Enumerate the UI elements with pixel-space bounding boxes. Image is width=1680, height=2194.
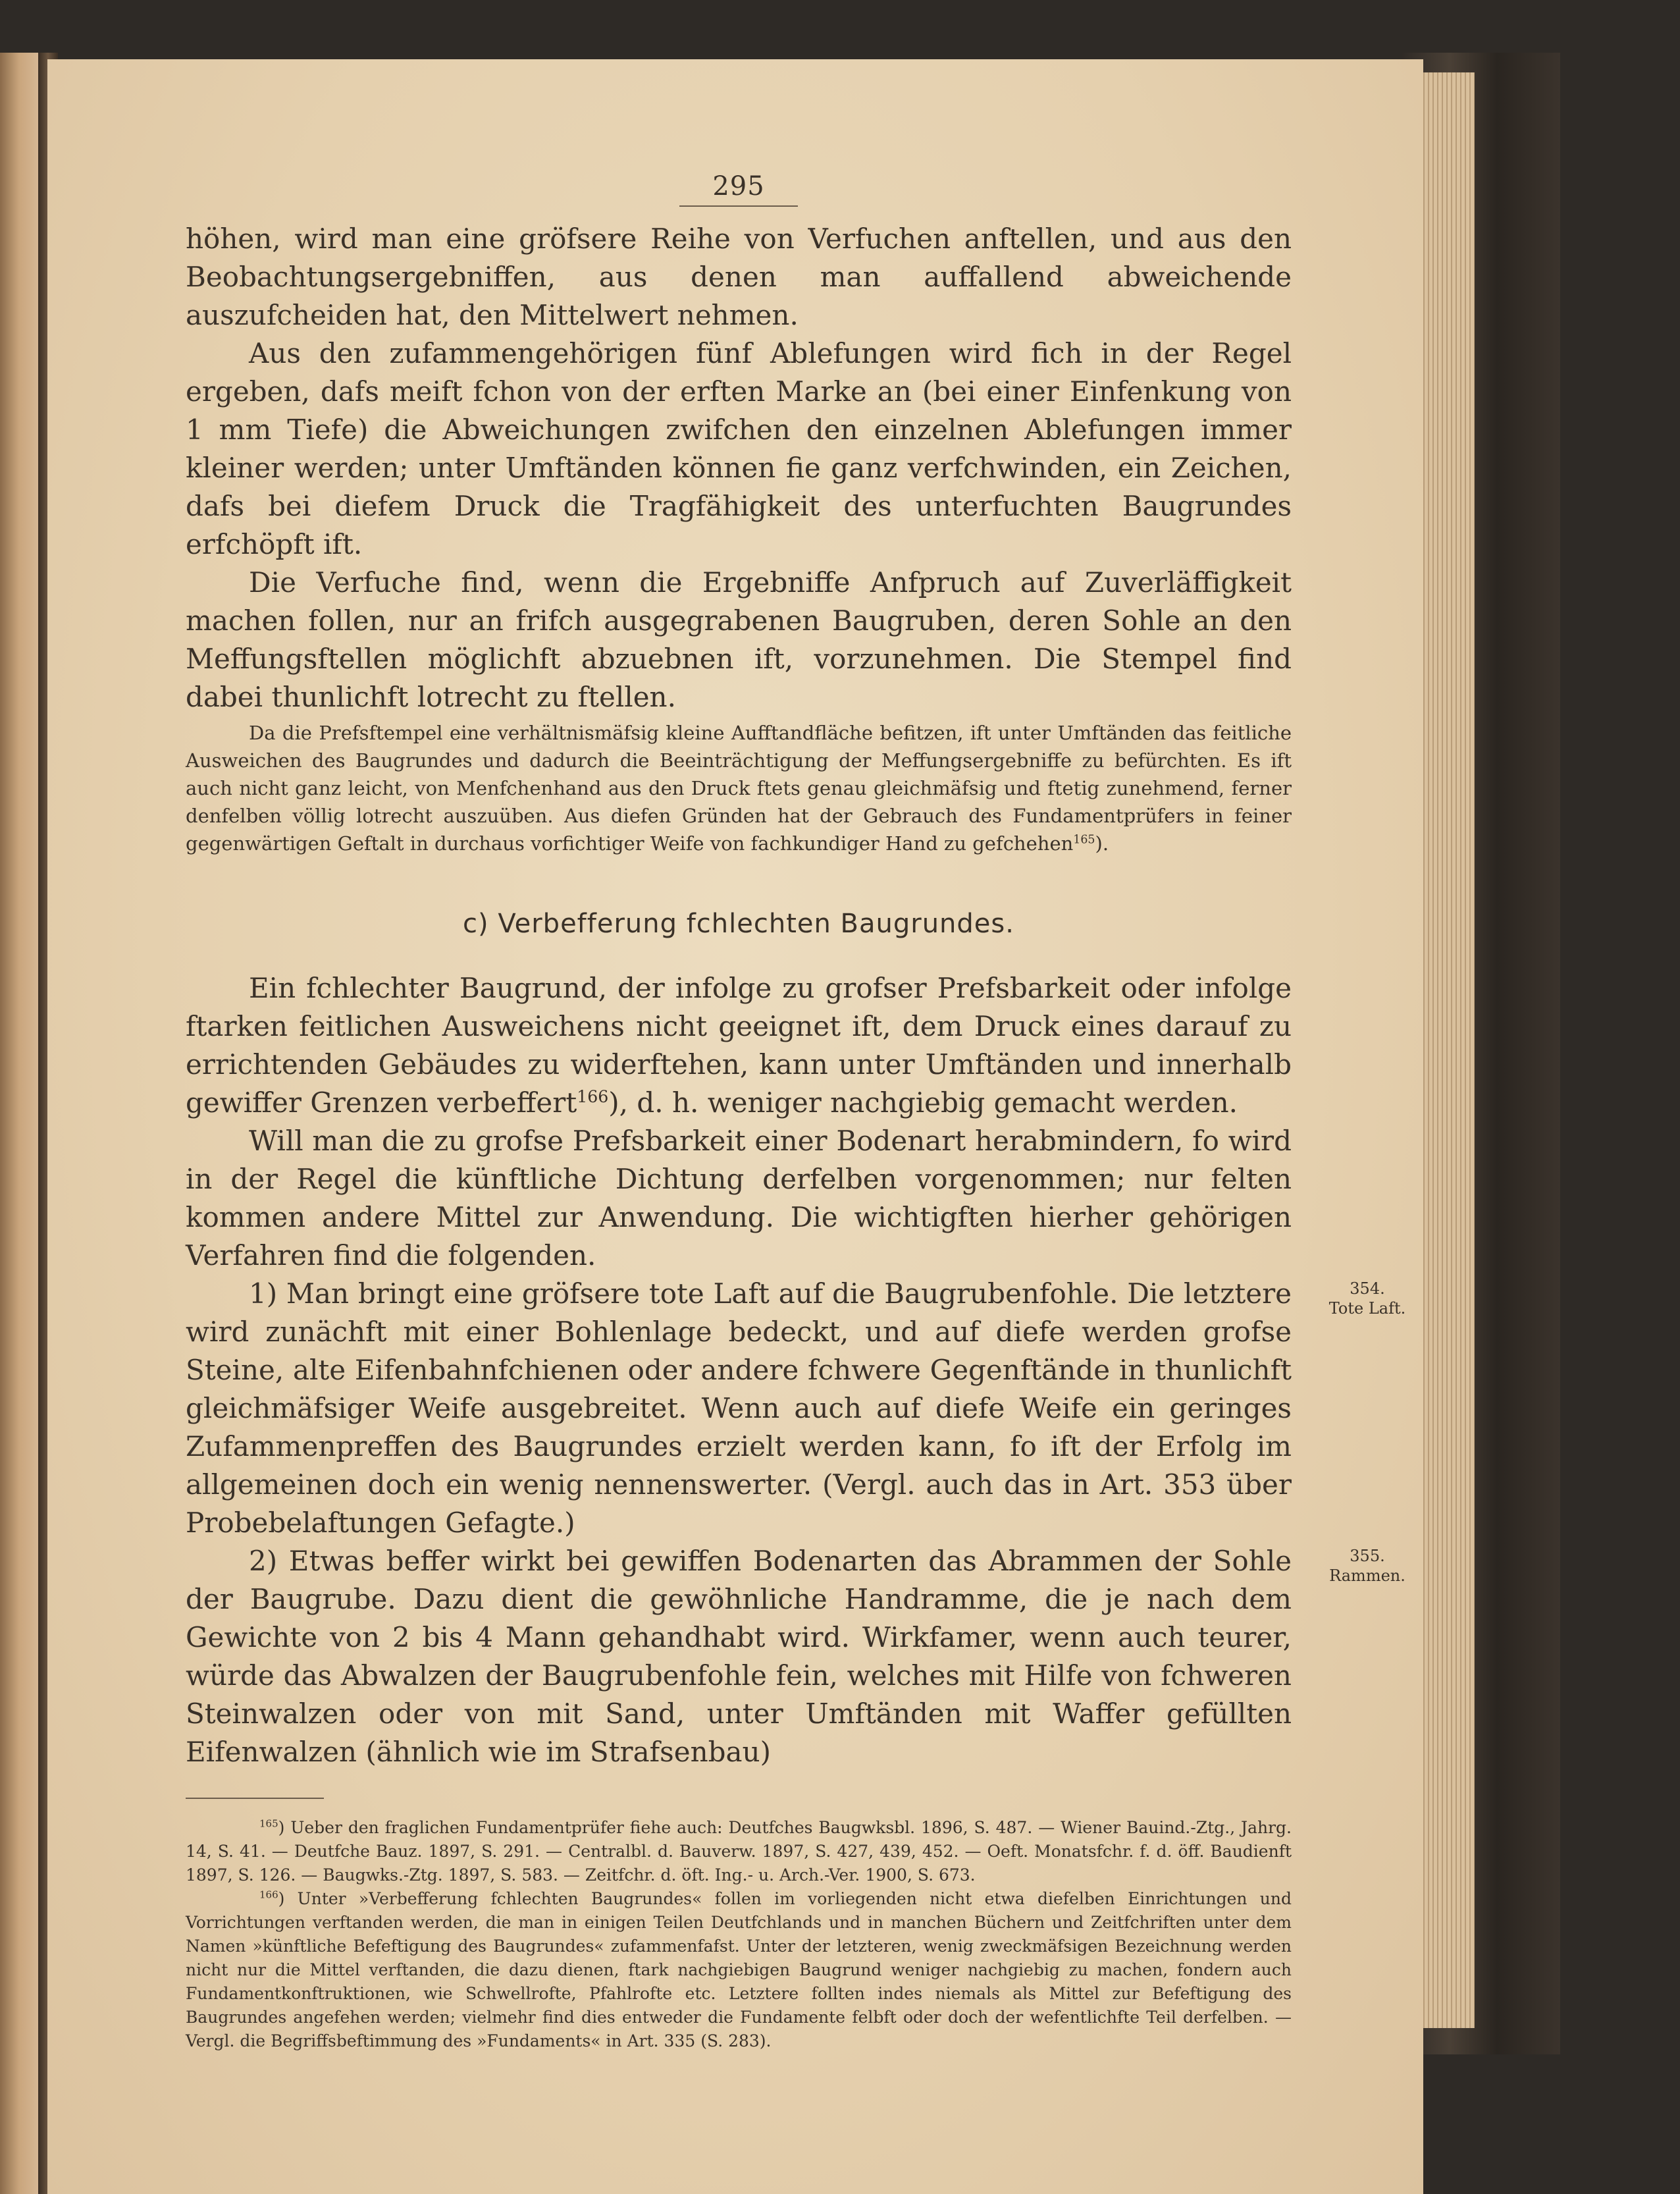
small-print-end: ). (1095, 832, 1109, 855)
margin-number: 355. (1350, 1547, 1385, 1565)
small-print-text: Da die Prefsftempel eine verhältnismäfsig kleine Aufftandfläche befitzen, ift unter Umftänden das feitliche Ausweichen des Baugrundes und dadurch die Beeinträchtigung der Meffungsergebniffe zu befürchten. Es ift auch nicht ganz leicht, von Menfchenhand aus den Druck ftets genau gleichmäfsig und ftetig zunehmend, ferner denfelben völlig lotrecht auszuüben. Aus diefen Gründen hat der Gebrauch des Fundamentprüfers in feiner gegenwärtigen Geftalt in durchaus vorfichtiger Weife von fachkundiger Hand zu gefchehen (186, 722, 1292, 855)
footnote-divider (186, 1798, 324, 1799)
margin-note-355 (1311, 1546, 1423, 1586)
footnote-166 (186, 1887, 1292, 2053)
book-page (47, 59, 1423, 2194)
list-item-text: 2) Etwas beffer wirkt bei gewiffen Bodenarten das Abrammen der Sohle der Baugrube. Dazu dient die gewöhnliche Handramme, die je nach dem Gewichte von 2 bis 4 Mann gehandhabt wird. Wirkfamer, wenn auch teurer, würde das Abwalzen der Baugrubenfohle fein, welches mit Hilfe von fchweren Steinwalzen oder von mit Sand, unter Umftänden mit Waffer gefüllten Eifenwalzen (ähnlich wie im Strafsenbau) (186, 1545, 1292, 1768)
section-heading: c) Verbefferung fchlechten Baugrundes. (463, 909, 1014, 939)
paragraph-1: höhen, wird man eine gröfsere Reihe von Verfuchen anftellen, und aus den Beobachtungsergebniffen, aus denen man auffallend abweichende auszufcheiden hat, den Mittelwert nehmen. (186, 223, 1292, 331)
section-body (186, 969, 1406, 1771)
stacked-page-edges (1415, 72, 1475, 2028)
page-content (186, 171, 1406, 2053)
small-print-paragraph (186, 719, 1292, 857)
page-number: 295 (679, 171, 798, 207)
footnote-number: 166 (259, 1888, 278, 1901)
section-paragraph-1-text: Ein fchlechter Baugrund, der infolge zu grofser Prefsbarkeit oder infolge ftarken feitlichen Ausweichens nicht geeignet ift, dem Druck eines darauf zu errichtenden Gebäudes zu widerftehen, kann unter Umftänden und innerhalb gewiffer Grenzen verbeffert (186, 972, 1292, 1119)
list-item-354 (186, 1275, 1406, 1542)
margin-label: Tote Laft. (1328, 1299, 1406, 1318)
footnote-165 (186, 1816, 1292, 1887)
list-item-355 (186, 1542, 1405, 1771)
section-paragraph-2: Will man die zu grofse Prefsbarkeit einer Bodenart herabmindern, fo wird in der Regel die künftliche Dichtung derfelben vorgenommen; nur felten kommen andere Mittel zur Anwendung. Die wichtigften hierher gehörigen Verfahren find die folgenden. (186, 1125, 1292, 1271)
footnote-number: 165 (259, 1817, 278, 1830)
paragraph-2: Aus den zufammengehörigen fünf Ablefungen wird fich in der Regel ergeben, dafs meift fchon von der erften Marke an (bei einer Einfenkung von 1 mm Tiefe) die Abweichungen zwifchen den einzelnen Ablefungen immer kleiner werden; unter Umftänden können fie ganz verfchwinden, ein Zeichen, dafs bei diefem Druck die Tragfähigkeit des unterfuchten Baugrundes erfchöpft ift. (186, 337, 1292, 560)
footnotes (186, 1816, 1292, 2053)
footnote-ref-166: 166 (577, 1087, 609, 1106)
section-paragraph-1-end: ), d. h. weniger nachgiebig gemacht werden. (608, 1086, 1238, 1119)
footnote-text: ) Unter »Verbefferung fchlechten Baugrundes« follen im vorliegenden nicht etwa diefelben Einrichtungen und Vorrichtungen verftanden werden, die man in einigen Teilen Deutfchlands und in manchen Büchern und Zeitfchriften unter dem Namen »künftliche Befeftigung des Baugrundes« zufammenfafst. Unter der letzteren, wenig zweckmäfsigen Bezeichnung werden nicht nur die Mittel verftanden, die dazu dienen, ftark nachgiebigen Baugrund weniger nachgiebig zu machen, fondern auch Fundamentkonftruktionen, wie Schwellrofte, Pfahlrofte etc. Letztere follten indes niemals als Mittel zur Befeftigung des Baugrundes angefehen werden; vielmehr find dies entweder die Fundamente felbft oder doch der wefentlichfte Teil derfelben. — Vergl. die Begriffsbeftimmung des »Fundaments« in Art. 335 (S. 283). (186, 1889, 1292, 2050)
paragraph-3: Die Verfuche find, wenn die Ergebniffe Anfpruch auf Zuverläffigkeit machen follen, nur an frifch ausgegrabenen Baugruben, deren Sohle an den Meffungsftellen möglichft abzuebnen ift, vorzunehmen. Die Stempel find dabei thunlichft lotrecht zu ftellen. (186, 566, 1292, 713)
list-item-text: 1) Man bringt eine gröfsere tote Laft auf die Baugrubenfohle. Die letztere wird zunächft mit einer Bohlenlage bedeckt, und auf diefe werden grofse Steine, alte Eifenbahnfchienen oder andere fchwere Gegenftände in thunlichft gleichmäfsiger Weife ausgebreitet. Wenn auch auf diefe Weife ein geringes Zufammenpreffen des Baugrundes erzielt werden kann, fo ift der Erfolg im allgemeinen doch ein wenig nennenswerter. (Vergl. auch das in Art. 353 über Probebelaftungen Gefagte.) (186, 1277, 1292, 1539)
footnote-text: ) Ueber den fraglichen Fundamentprüfer fiehe auch: Deutfches Baugwksbl. 1896, S. 487. — Wiener Bauind.-Ztg., Jahrg. 14, S. 41. — Deutfche Bauz. 1897, S. 291. — Centralbl. d. Bauverw. 1897, S. 427, 439, 452. — Oeft. Monatsfchr. f. d. öff. Baudienft 1897, S. 126. — Baugwks.-Ztg. 1897, S. 583. — Zeitfchr. d. öft. Ing.- u. Arch.-Ver. 1900, S. 673. (186, 1818, 1292, 1885)
margin-label: Rammen. (1329, 1566, 1405, 1585)
footnote-ref-165: 165 (1073, 833, 1095, 847)
section-paragraph-1 (186, 969, 1292, 1122)
body-text (186, 220, 1292, 716)
margin-number: 354. (1350, 1279, 1385, 1298)
margin-note-354 (1311, 1279, 1423, 1318)
